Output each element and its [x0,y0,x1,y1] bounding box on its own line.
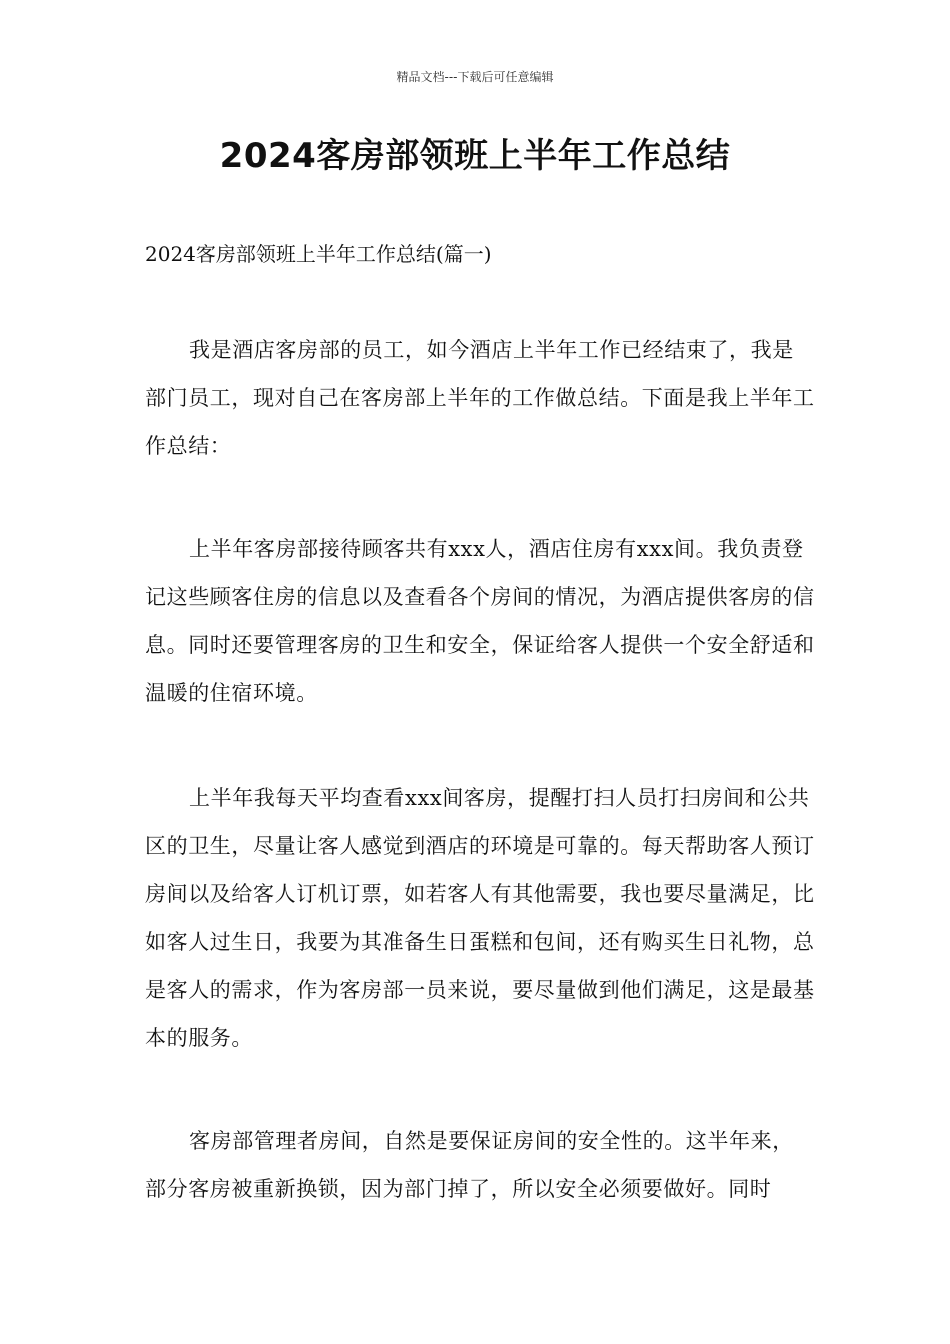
paragraph: 上半年我每天平均查看xxx间客房，提醒打扫人员打扫房间和公共区的卫生，尽量让客人感觉到酒店的环境是可靠的。每天帮助客人预订房间以及给客人订机订票，如若客人有其他需要，我也要尽量满足，比如客人过生日，我要为其准备生日蛋糕和包间，还有购买生日礼物，总是客人的需求，作为客房部一员来说，要尽量做到他们满足，这是最基本的服务。 [145,786,815,1050]
document-title: 2024客房部领班上半年工作总结 [219,136,731,176]
paragraph: 客房部管理者房间，自然是要保证房间的安全性的。这半年来，部分客房被重新换锁，因为部门掉了，所以安全必须要做好。同时 [145,1129,794,1201]
paragraph: 上半年客房部接待顾客共有xxx人，酒店住房有xxx间。我负责登记这些顾客住房的信息以及查看各个房间的情况，为酒店提供客房的信息。同时还要管理客房的卫生和安全，保证给客人提供一个安全舒适和温暖的住宿环境。 [145,537,815,705]
paragraph: 我是酒店客房部的员工，如今酒店上半年工作已经结束了，我是部门员工，现对自己在客房部上半年的工作做总结。下面是我上半年工作总结： [145,338,815,458]
header-note: 精品文档---下载后可任意编辑 [396,70,554,84]
document-subtitle: 2024客房部领班上半年工作总结(篇一) [145,242,492,266]
